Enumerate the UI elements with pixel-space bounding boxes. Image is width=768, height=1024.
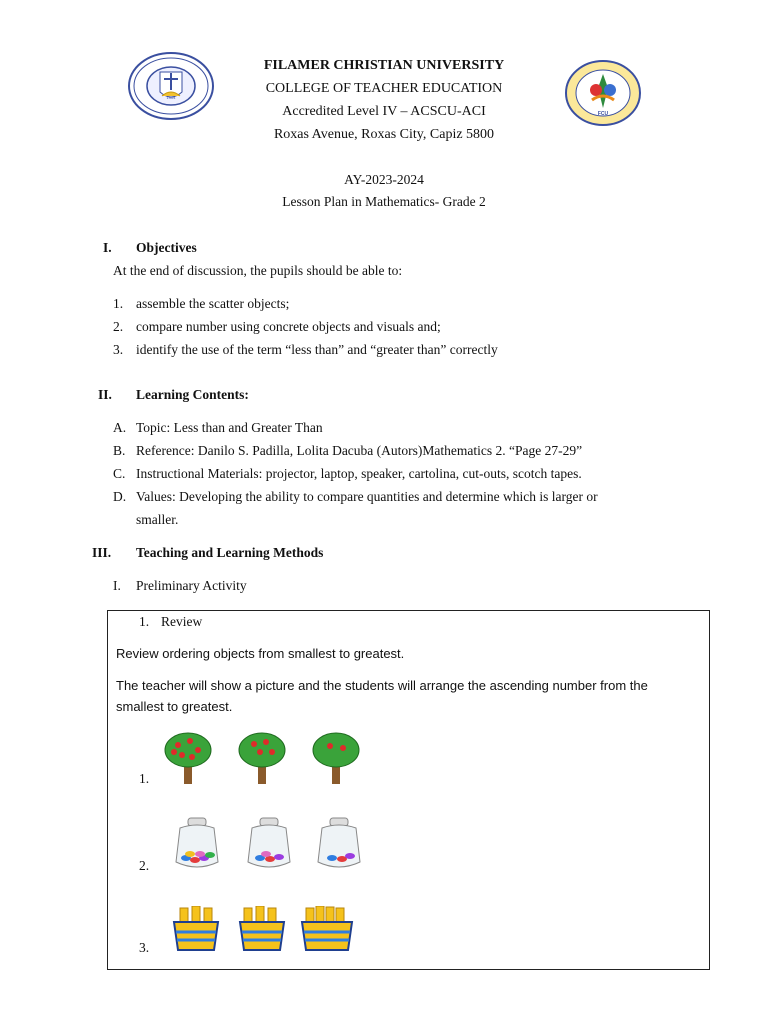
review-title: Review [161, 614, 203, 629]
content-item: Reference: Danilo S. Padilla, Lolita Dacuba (Autors)Mathematics 2. “Page 27-29” [136, 443, 583, 458]
apple-trees-picture [162, 730, 368, 786]
objective-item: compare number using concrete objects and visuals and; [136, 319, 441, 334]
picture-row-number: 1. [139, 771, 150, 786]
content-letter: D. [113, 489, 127, 504]
subsection-heading: Preliminary Activity [136, 578, 247, 593]
address-line: Roxas Avenue, Roxas City, Capiz 5800 [273, 127, 495, 142]
college-seal-motto: FCU [597, 111, 609, 117]
subsection-number: I. [113, 578, 121, 593]
objective-number: 2. [113, 319, 124, 334]
lesson-plan-title: Lesson Plan in Mathematics- Grade 2 [282, 194, 486, 209]
content-item: Values: Developing the ability to compare quantities and determine which is larger or [136, 489, 598, 504]
objective-item: identify the use of the term “less than” and “greater than” correctly [136, 342, 498, 357]
section-3-heading: Teaching and Learning Methods [136, 545, 324, 560]
objective-item: assemble the scatter objects; [136, 296, 290, 311]
university-name: FILAMER CHRISTIAN UNIVERSITY [263, 58, 505, 73]
picture-row-number: 2. [139, 858, 150, 873]
objectives-intro: At the end of discussion, the pupils should be able to: [113, 263, 403, 278]
section-1-number: I. [103, 240, 112, 255]
review-description: The teacher will show a picture and the students will arrange the ascending number from the [116, 678, 648, 693]
review-description-continued: smallest to greatest. [116, 699, 233, 714]
academic-year: AY-2023-2024 [344, 172, 424, 187]
objective-number: 1. [113, 296, 124, 311]
content-item: Topic: Less than and Greater Than [136, 420, 323, 435]
college-name: COLLEGE OF TEACHER EDUCATION [265, 81, 503, 96]
content-letter: B. [113, 443, 126, 458]
content-item: Instructional Materials: projector, laptop, speaker, cartolina, cut-outs, scotch tapes. [136, 466, 582, 481]
content-item-continuation: smaller. [136, 512, 179, 527]
section-3-number: III. [92, 545, 112, 560]
section-1-heading: Objectives [136, 240, 197, 255]
picture-row-number: 3. [139, 940, 150, 955]
accreditation-line: Accredited Level IV – ACSCU-ACI [282, 104, 486, 119]
objective-number: 3. [113, 342, 124, 357]
section-2-heading: Learning Contents: [136, 387, 249, 402]
section-2-number: II. [98, 387, 112, 402]
jelly-bean-jars-picture [170, 816, 370, 872]
pencil-boxes-picture [170, 906, 370, 956]
content-letter: C. [113, 466, 126, 481]
review-instruction: Review ordering objects from smallest to greatest. [116, 646, 405, 661]
seal-year: 1904 [166, 95, 176, 100]
review-number: 1. [139, 614, 150, 629]
content-letter: A. [113, 420, 127, 435]
